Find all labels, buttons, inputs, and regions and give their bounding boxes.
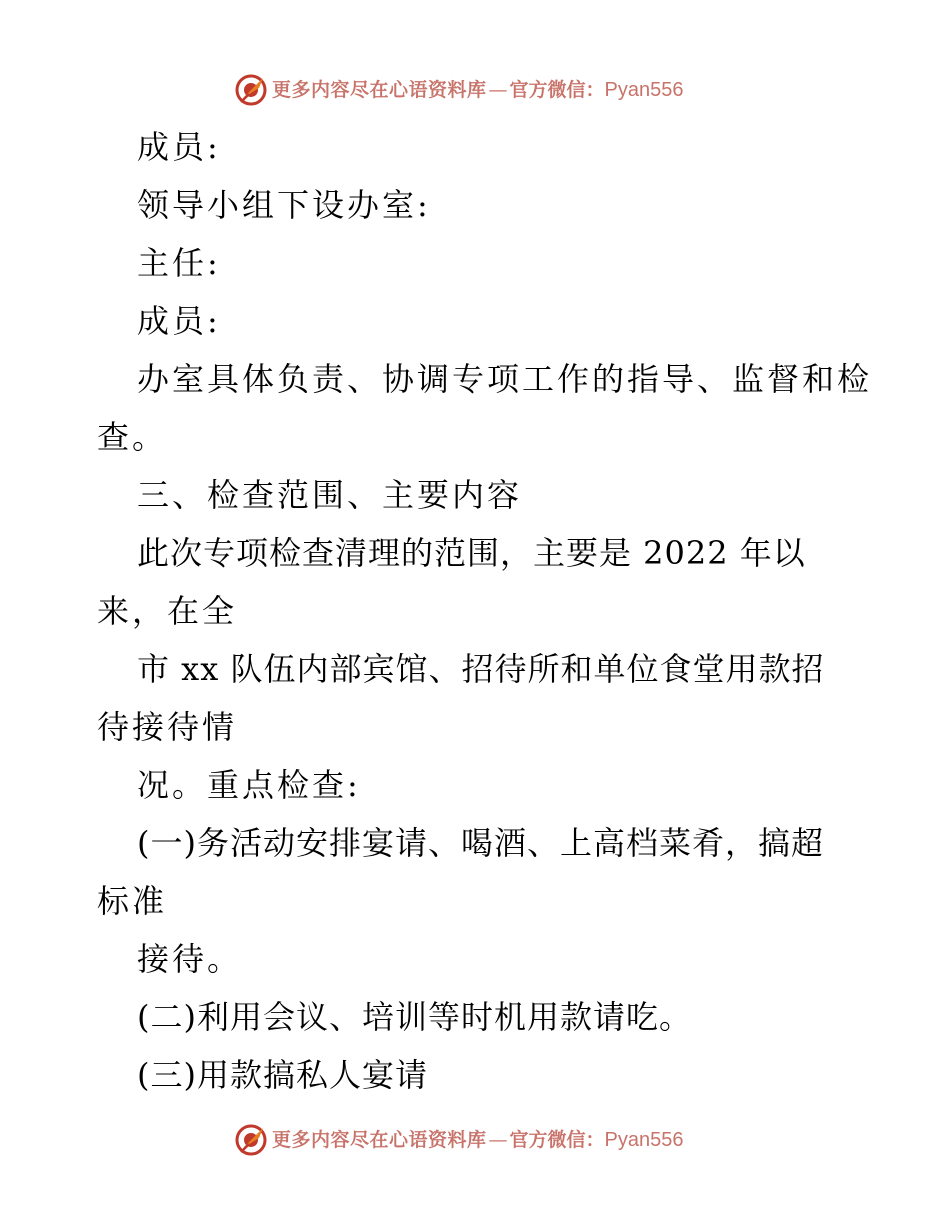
paragraph-line: 标准 (97, 882, 168, 920)
watermark-banner-top (0, 70, 950, 110)
paragraph-line: 况。重点检查: (137, 766, 361, 804)
paragraph-line: 成员: (137, 302, 221, 340)
paragraph-line: 此次专项检查清理的范围，主要是 2022 年以 (137, 534, 806, 572)
paragraph-line: 来，在全 (97, 592, 238, 630)
paragraph-line: 市 xx 队伍内部宾馆、招待所和单位食堂用款招 (137, 650, 825, 688)
paragraph-line: 待接待情 (97, 708, 238, 746)
quill-logo-icon (233, 72, 269, 108)
watermark-wechat-label: 官方微信： (509, 79, 605, 101)
watermark-wechat-label: 官方微信： (509, 1129, 605, 1151)
paragraph-line: (二)利用会议、培训等时机用款请吃。 (137, 998, 692, 1036)
watermark-banner-bottom (0, 1120, 950, 1160)
watermark-text (272, 1126, 684, 1154)
paragraph-line: (三)用款搞私人宴请 (137, 1056, 428, 1094)
watermark-dash: — (488, 1129, 508, 1151)
watermark-account: Pyan556 (604, 1129, 684, 1151)
paragraph-line: 领导小组下设办室: (137, 186, 431, 224)
paragraph-line: (一)务活动安排宴请、喝酒、上高档菜肴，搞超 (137, 824, 824, 862)
paragraph-line: 查。 (97, 418, 168, 456)
watermark-text (272, 76, 684, 104)
document-body (97, 118, 873, 1104)
watermark-main: 更多内容尽在心语资料库 (272, 79, 487, 101)
watermark-account: Pyan556 (604, 79, 684, 101)
watermark-main: 更多内容尽在心语资料库 (272, 1129, 487, 1151)
paragraph-line: 主任: (137, 244, 221, 282)
section-heading: 三、检查范围、主要内容 (137, 476, 523, 514)
paragraph-line: 接待。 (137, 940, 243, 978)
watermark-dash: — (488, 79, 508, 101)
paragraph-line: 办室具体负责、协调专项工作的指导、监督和检 (137, 360, 873, 398)
quill-logo-icon (233, 1122, 269, 1158)
paragraph-line: 成员: (137, 128, 221, 166)
